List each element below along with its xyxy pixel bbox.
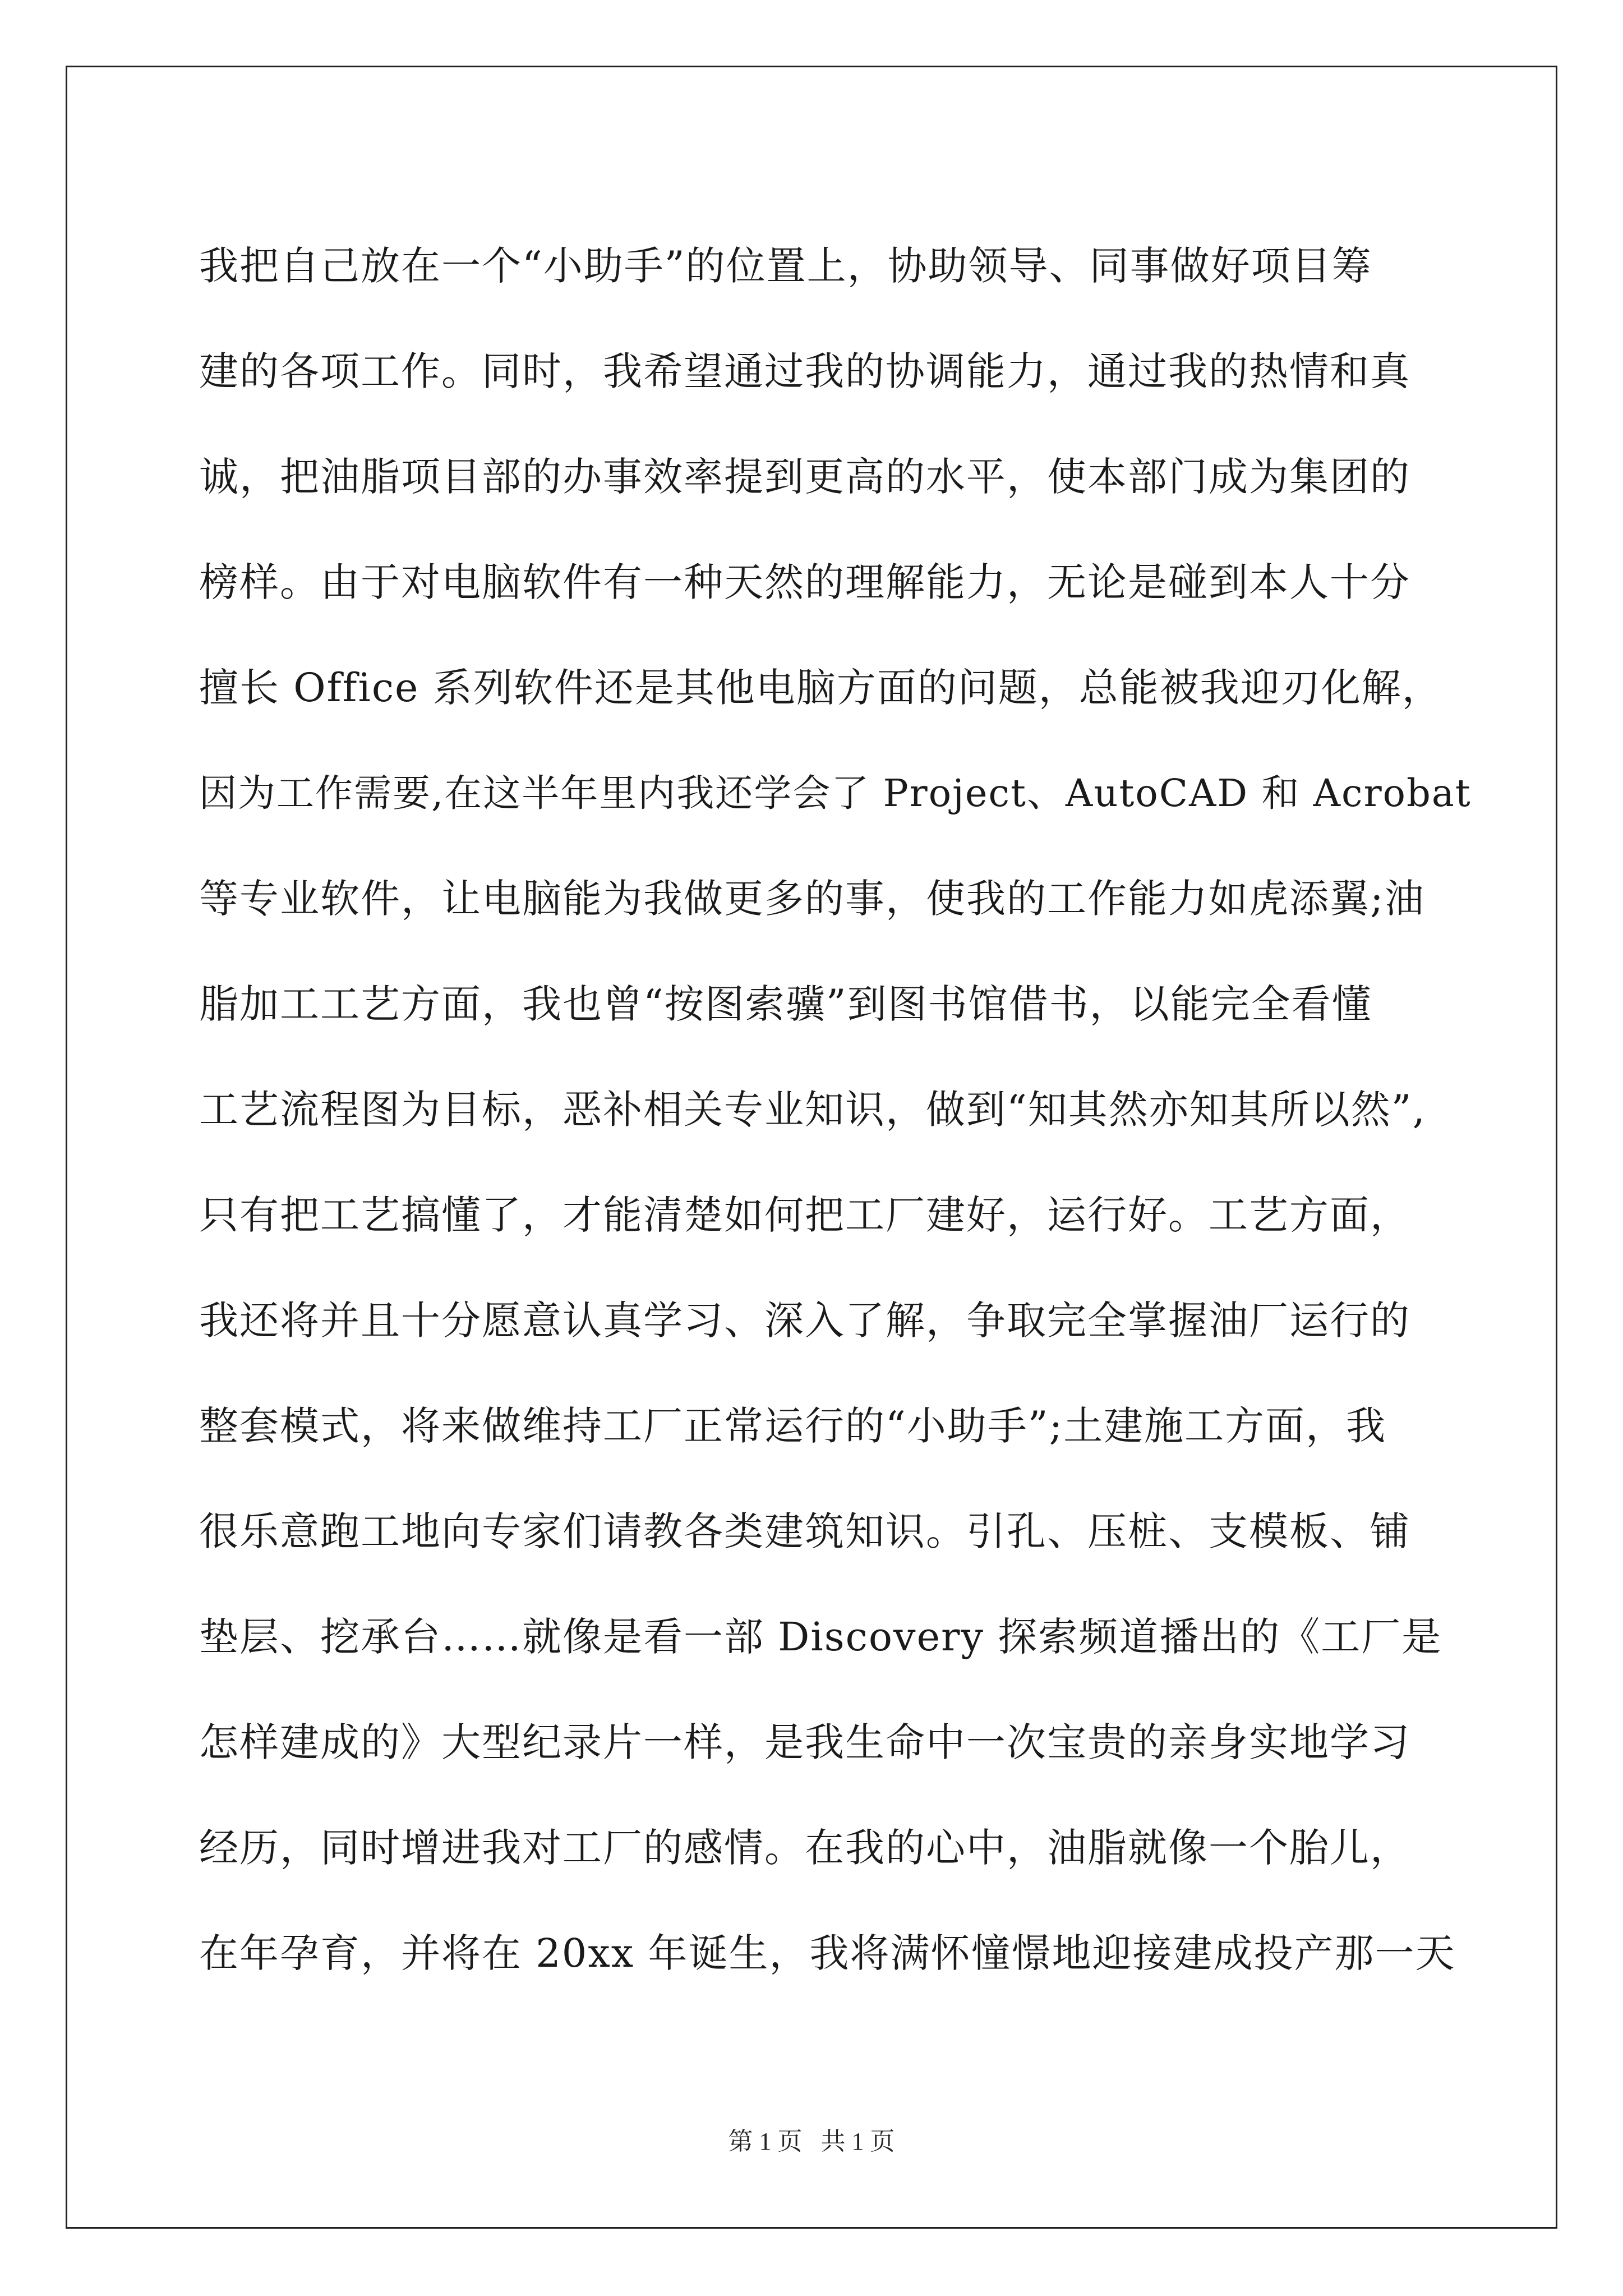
page-total: 共 1 页 <box>820 2128 895 2155</box>
text-line: 垫层、挖承台……就像是看一部 Discovery 探索频道播出的《工厂是 <box>199 1614 1442 1660</box>
text-line: 整套模式，将来做维持工厂正常运行的“小助手”;土建施工方面，我 <box>199 1403 1387 1449</box>
page-number: 第 1 页 <box>728 2128 803 2155</box>
text-line: 很乐意跑工地向专家们请教各类建筑知识。引孔、压桩、支模板、铺 <box>199 1508 1410 1554</box>
text-line: 等专业软件，让电脑能为我做更多的事，使我的工作能力如虎添翼;油 <box>199 876 1425 922</box>
text-line: 诚，把油脂项目部的办事效率提到更高的水平，使本部门成为集团的 <box>199 454 1410 500</box>
text-line: 我还将并且十分愿意认真学习、深入了解，争取完全掌握油厂运行的 <box>199 1297 1410 1343</box>
text-line: 工艺流程图为目标，恶补相关专业知识，做到“知其然亦知其所以然”, <box>199 1087 1426 1133</box>
text-line: 怎样建成的》大型纪录片一样，是我生命中一次宝贵的亲身实地学习 <box>199 1719 1410 1765</box>
text-line: 在年孕育，并将在 20xx 年诞生，我将满怀憧憬地迎接建成投产那一天 <box>199 1930 1456 1976</box>
text-line: 脂加工工艺方面，我也曾“按图索骥”到图书馆借书，以能完全看懂 <box>199 981 1372 1027</box>
text-line: 因为工作需要,在这半年里内我还学会了 Project、AutoCAD 和 Acrobat <box>199 771 1472 815</box>
text-line: 擅长 Office 系列软件还是其他电脑方面的问题，总能被我迎刃化解， <box>199 665 1442 711</box>
text-line: 建的各项工作。同时，我希望通过我的协调能力，通过我的热情和真 <box>199 348 1410 394</box>
text-line: 经历，同时增进我对工厂的感情。在我的心中，油脂就像一个胎儿， <box>199 1825 1410 1871</box>
page-footer <box>0 2125 1623 2159</box>
text-line: 只有把工艺搞懂了，才能清楚如何把工厂建好，运行好。工艺方面， <box>199 1192 1410 1238</box>
document-body <box>199 213 1489 2006</box>
text-line: 榜样。由于对电脑软件有一种天然的理解能力，无论是碰到本人十分 <box>199 559 1410 605</box>
text-line: 我把自己放在一个“小助手”的位置上，协助领导、同事做好项目筹 <box>199 243 1372 289</box>
